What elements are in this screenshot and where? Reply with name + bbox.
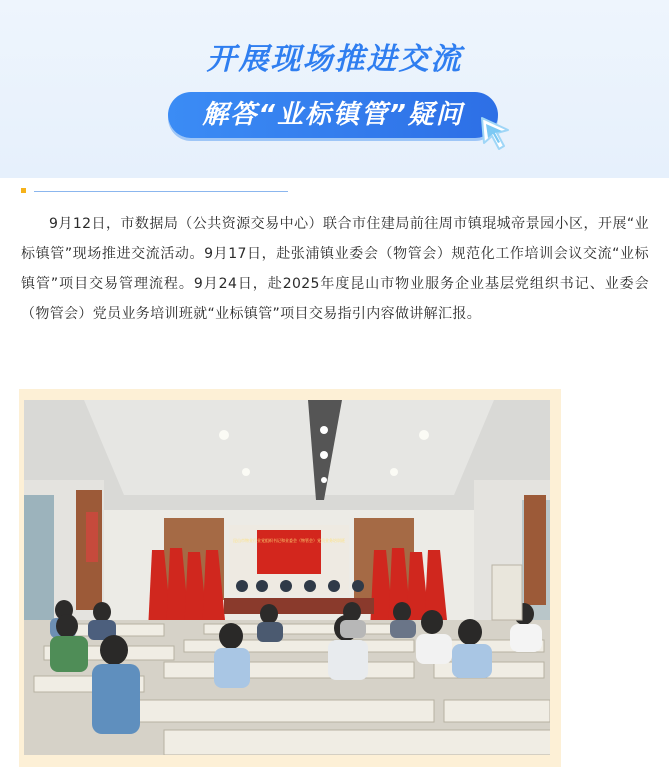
stage-banner-text: 昆山市物业行业党组织书记和业委会（物管会）党员业务培训班	[233, 538, 345, 543]
article-paragraph: 9月12日，市数据局（公共资源交易中心）联合市住建局前往周市镇琨城帝景园小区，开展“业标镇管”现场推进交流活动。9月17日，赴张浦镇业委会（物管会）规范化工作培训会议交流“业标镇管”项目交易管理流程。9月24日，赴2025年度昆山市物业服务企业基层党组织书记、业委会（物管会）党员业务培训班就“业标镇管”项目交易指引内容做讲解汇报。	[21, 216, 649, 322]
subtitle-pill	[168, 92, 498, 138]
subtitle-text: 解答“业标镇管”疑问	[202, 100, 464, 130]
meeting-photo	[24, 400, 550, 755]
page-title: 开展现场推进交流	[206, 42, 463, 77]
cursor-pointer-icon	[478, 114, 516, 154]
section-divider	[34, 191, 288, 192]
square-bullet-icon	[21, 188, 26, 193]
header-banner	[0, 0, 669, 178]
